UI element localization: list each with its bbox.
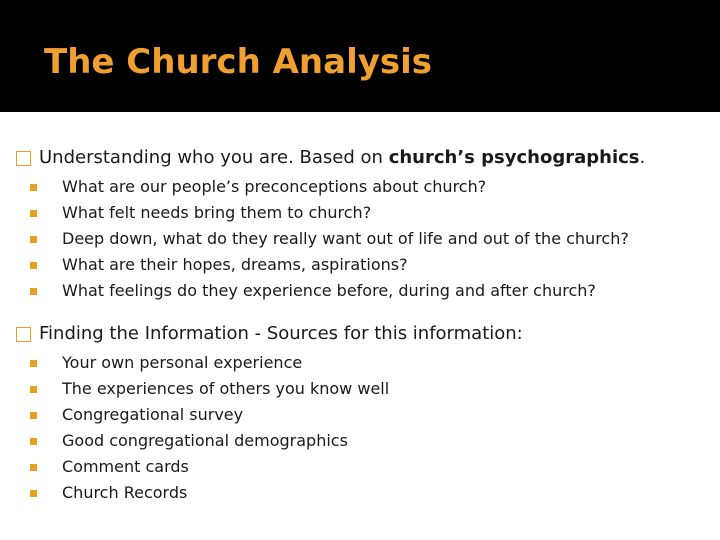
heading-text-end: . (639, 147, 646, 168)
square-bullet-icon (30, 262, 37, 269)
list-item-text: Good congregational demographics (62, 431, 348, 450)
list-item-text: Comment cards (62, 457, 189, 476)
list-item (16, 174, 716, 200)
bullet-list (16, 350, 716, 506)
list-item-text: What felt needs bring them to church? (62, 203, 372, 222)
square-bullet-icon (30, 210, 37, 217)
list-item-text: The experiences of others you know well (62, 379, 390, 398)
list-item (16, 428, 716, 454)
list-item (16, 278, 716, 304)
square-bullet-icon (30, 490, 37, 497)
heading-text (39, 144, 645, 172)
list-item-text: What are their hopes, dreams, aspirations? (62, 255, 408, 274)
title-bar (0, 0, 720, 112)
list-item (16, 350, 716, 376)
slide-title: The Church Analysis (44, 42, 433, 82)
list-item (16, 226, 716, 252)
section-finding-information (16, 320, 716, 506)
list-item (16, 376, 716, 402)
list-item (16, 454, 716, 480)
section-understanding (16, 144, 716, 304)
square-bullet-icon (30, 386, 37, 393)
square-bullet-icon (30, 288, 37, 295)
list-item-text: Deep down, what do they really want out of life and out of the church? (62, 229, 629, 248)
square-bullet-icon (30, 464, 37, 471)
list-item-text: Your own personal experience (62, 353, 303, 372)
list-item (16, 402, 716, 428)
list-item (16, 200, 716, 226)
square-bullet-icon (30, 184, 37, 191)
list-item (16, 252, 716, 278)
list-item-text: What are our people’s preconceptions about church? (62, 177, 487, 196)
square-bullet-icon (30, 438, 37, 445)
bullet-list (16, 174, 716, 304)
square-bullet-icon (30, 360, 37, 367)
slide-content (16, 144, 716, 506)
heading-text-part: Understanding who you are. Based on (39, 147, 389, 168)
square-bullet-icon (30, 412, 37, 419)
list-item-text: Church Records (62, 483, 188, 502)
heading-bold-text: church’s psychographics (388, 147, 640, 168)
checkbox-bullet-icon (16, 327, 31, 342)
heading-text: Finding the Information - Sources for this information: (39, 323, 523, 344)
list-item-text: What feelings do they experience before, during and after church? (62, 281, 596, 300)
list-item (16, 480, 716, 506)
list-item-text: Congregational survey (62, 405, 244, 424)
square-bullet-icon (30, 236, 37, 243)
section-heading (16, 144, 716, 172)
checkbox-bullet-icon (16, 151, 31, 166)
section-heading (16, 320, 716, 348)
